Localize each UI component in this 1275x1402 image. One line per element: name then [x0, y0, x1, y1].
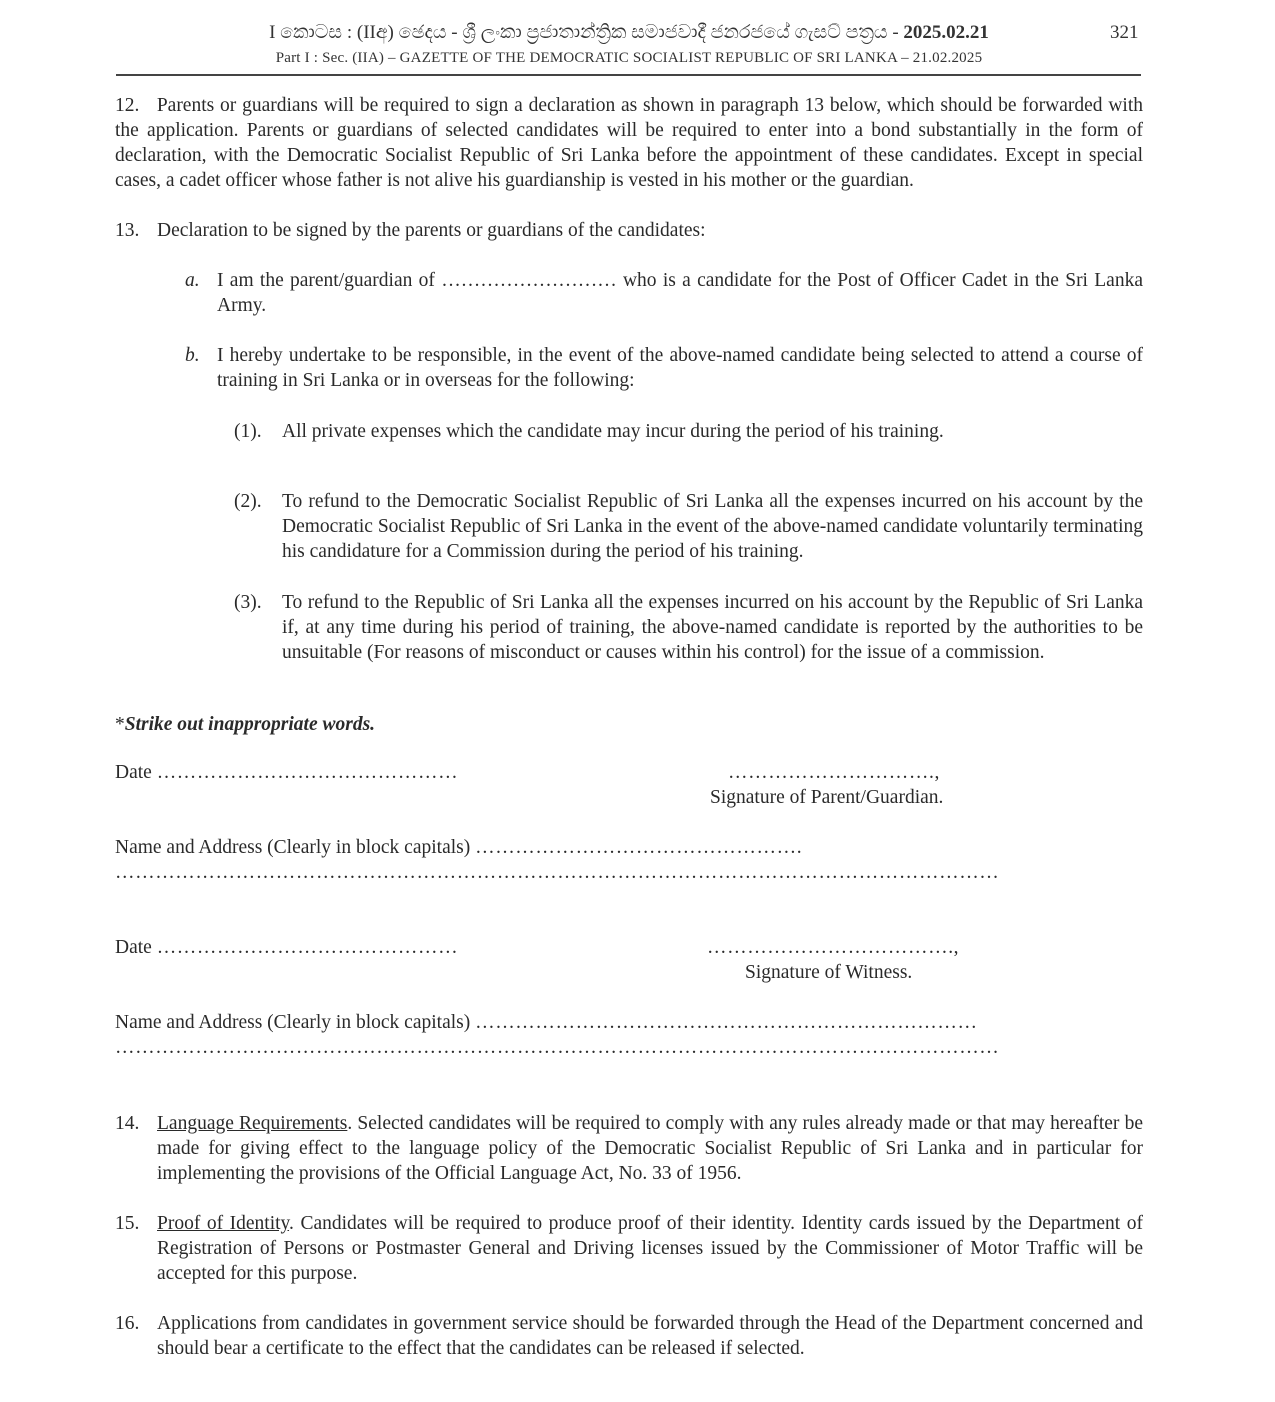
subitem-label: (3).	[234, 592, 262, 613]
asterisk: *	[115, 714, 125, 735]
paragraph-number: 16.	[115, 1313, 140, 1334]
paragraph-12	[115, 93, 1143, 193]
name-address-dots: ………………………………………….	[475, 837, 803, 858]
item-text: I hereby undertake to be responsible, in the event of the above-named candidate being selected to attend a course of training in Sri Lanka or in overseas for the following:	[217, 345, 1143, 391]
parent-signature-label: Signature of Parent/Guardian.	[710, 787, 944, 808]
date-dots: ………………………………………	[156, 762, 459, 783]
witness-date-field[interactable]	[115, 935, 458, 960]
paragraph-body	[157, 1111, 1143, 1186]
subitem-text: To refund to the Republic of Sri Lanka all the expenses incurred on his account by the Republic of Sri Lanka if, at any time during his period of training, the above-named candidate is reported by the authorities to be unsuitable (For reasons of misconduct or causes within his control) for the issue of a commission.	[282, 592, 1143, 663]
paragraph-text: . Selected candidates will be required to comply with any rules already made or that may hereafter be made for giving effect to the language policy of the Democratic Socialist Republic of Sri Lanka and in particular for implementing the provisions of the Official Language Act, No. 33 of 1956.	[157, 1113, 1143, 1184]
witness-signature-field[interactable]	[707, 935, 959, 960]
paragraph-text: Applications from candidates in government service should be forwarded through the Head of the Department concerned and should bear a certificate to the effect that the candidates can be released if selected.	[157, 1313, 1143, 1359]
paragraph-heading: Language Requirements	[157, 1113, 348, 1134]
page-number: 321	[1110, 22, 1139, 43]
paragraph-heading: Proof of Identity	[157, 1213, 290, 1234]
header-sinhala-title	[0, 22, 1258, 44]
date-label: Date	[115, 937, 152, 958]
signature-dots: ……………………………….,	[707, 937, 960, 958]
header-sinhala-text: I කොටස : (IIඅ) ඡෙදය - ශ්‍රී ලංකා ප්‍රජාතාන්ත්‍රික සමාජවාදී ජනරජයේ ගැසට් පත්‍රය -	[269, 22, 899, 43]
name-address-label: Name and Address (Clearly in block capitals)	[115, 837, 471, 858]
name-address-label: Name and Address (Clearly in block capitals)	[115, 1012, 471, 1033]
paragraph-number: 13.	[115, 220, 140, 241]
header-english-title: Part I : Sec. (IIA) – GAZETTE OF THE DEMOCRATIC SOCIALIST REPUBLIC OF SRI LANKA – 21.02.2025	[275, 50, 983, 66]
item-text: I am the parent/guardian of ……………………… who is a candidate for the Post of Officer Cadet in the Sri Lanka Army.	[217, 270, 1143, 316]
date-label: Date	[115, 762, 152, 783]
date-dots: ………………………………………	[156, 937, 459, 958]
witness-address-line[interactable]: ……………………………………………………………………………………………………………………	[115, 1037, 1000, 1058]
item-label: b.	[185, 345, 200, 366]
witness-signature-label: Signature of Witness.	[745, 962, 913, 983]
subitem-label: (2).	[234, 491, 262, 512]
paragraph-text: . Candidates will be required to produce proof of their identity. Identity cards issued by the Department of Registration of Persons or Postmaster General and Driving licenses issued by the Commissioner of Motor Traffic will be accepted for this purpose.	[157, 1213, 1143, 1284]
paragraph-number: 14.	[115, 1113, 140, 1134]
paragraph-number: 15.	[115, 1213, 140, 1234]
signature-dots: ………………………….,	[728, 762, 940, 783]
item-label: a.	[185, 270, 200, 291]
parent-signature-field[interactable]	[728, 760, 940, 785]
header-date: 2025.02.21	[903, 22, 989, 43]
name-address-dots: …………………………………………………………………	[475, 1012, 978, 1033]
strike-out-note	[115, 714, 375, 736]
parent-date-field[interactable]	[115, 760, 458, 785]
parent-name-address-field[interactable]	[115, 835, 802, 860]
subitem-text: To refund to the Democratic Socialist Republic of Sri Lanka all the expenses incurred on his account by the Democratic Socialist Republic of Sri Lanka in the event of the above-named candidate voluntarily terminating his candidature for a Commission during the period of his training.	[282, 491, 1143, 562]
strike-note-text: Strike out inappropriate words.	[124, 714, 376, 735]
subitem-text: All private expenses which the candidate may incur during the period of his training.	[282, 421, 944, 442]
paragraph-number: 12.	[115, 95, 140, 116]
subitem-label: (1).	[234, 421, 262, 442]
header-divider	[116, 74, 1141, 76]
witness-name-address-field[interactable]	[115, 1010, 978, 1035]
paragraph-body	[157, 1211, 1143, 1286]
paragraph-text: Parents or guardians will be required to sign a declaration as shown in paragraph 13 below, which should be forwarded with the application. Parents or guardians of selected candidates will be required to enter into a bond substantially in the form of declaration, with the Democratic Socialist Republic of Sri Lanka before the appointment of these candidates. Except in special cases, a cadet officer whose father is not alive his guardianship is vested in his mother or the guardian.	[115, 95, 1143, 191]
parent-address-line[interactable]: ……………………………………………………………………………………………………………………	[115, 862, 1000, 883]
paragraph-text: Declaration to be signed by the parents or guardians of the candidates:	[157, 220, 706, 241]
